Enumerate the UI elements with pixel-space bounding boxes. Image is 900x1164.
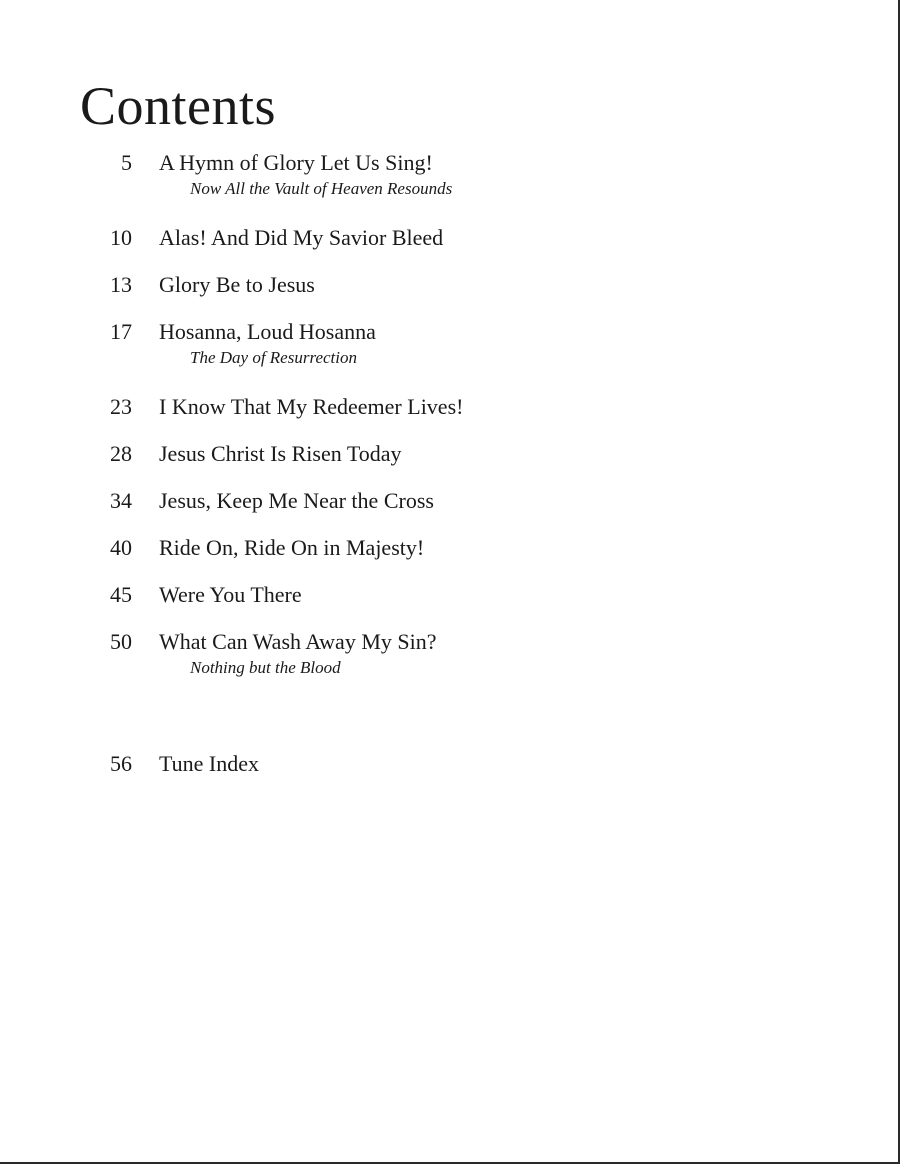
toc-hymn-title: I Know That My Redeemer Lives! (159, 394, 464, 419)
toc-page-number: 50 (110, 629, 132, 654)
toc-hymn-title: What Can Wash Away My Sin? (159, 629, 437, 654)
toc-page-number: 10 (110, 225, 132, 250)
toc-page-number: 5 (121, 150, 132, 175)
toc-hymn-title: Were You There (159, 582, 302, 607)
toc-entry (0, 225, 860, 255)
toc-entry (0, 582, 860, 612)
toc-hymn-title: Jesus Christ Is Risen Today (159, 441, 402, 466)
toc-page-number: 56 (110, 751, 132, 776)
toc-index-entry (0, 751, 860, 781)
toc-entry (0, 629, 860, 677)
toc-hymn-title: A Hymn of Glory Let Us Sing! (159, 150, 433, 175)
toc-page-number: 17 (110, 319, 132, 344)
toc-tune-subtitle: Now All the Vault of Heaven Resounds (190, 179, 453, 198)
page-title: Contents (80, 76, 277, 136)
toc-page-number: 28 (110, 441, 132, 466)
toc-entry (0, 535, 860, 565)
toc-page-number: 40 (110, 535, 132, 560)
toc-hymn-title: Ride On, Ride On in Majesty! (159, 535, 425, 560)
toc-page-number: 45 (110, 582, 132, 607)
toc-page-number: 13 (110, 272, 132, 297)
toc-hymn-title: Glory Be to Jesus (159, 272, 315, 297)
toc-entry (0, 488, 860, 518)
toc-entry (0, 319, 860, 367)
toc-entry (0, 394, 860, 424)
toc-page-number: 23 (110, 394, 132, 419)
toc-entry (0, 272, 860, 302)
toc-hymn-title: Jesus, Keep Me Near the Cross (159, 488, 434, 513)
toc-page-number: 34 (110, 488, 132, 513)
toc-tune-subtitle: The Day of Resurrection (190, 348, 357, 367)
toc-entry (0, 441, 860, 471)
toc-entry (0, 150, 860, 198)
toc-tune-subtitle: Nothing but the Blood (190, 658, 341, 677)
toc-index-title: Tune Index (159, 751, 260, 776)
toc-hymn-title: Alas! And Did My Savior Bleed (159, 225, 444, 250)
toc-hymn-title: Hosanna, Loud Hosanna (159, 319, 376, 344)
